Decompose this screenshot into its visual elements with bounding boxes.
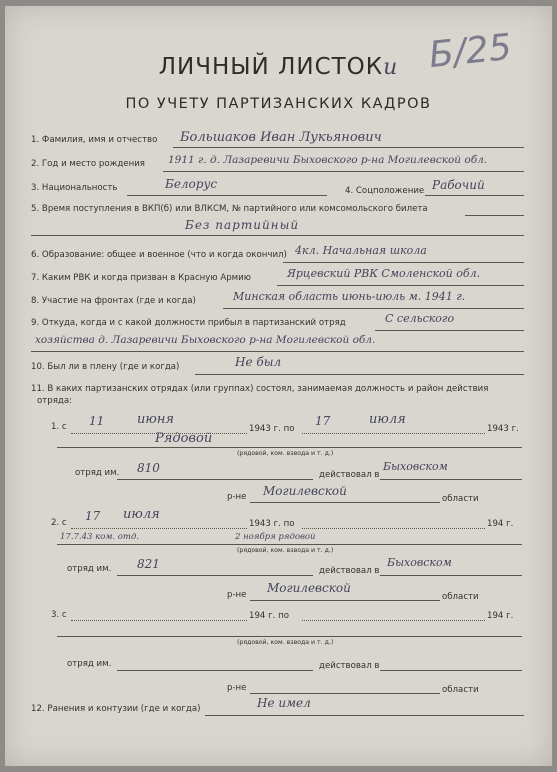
corner-handwritten-mark: Б/25	[427, 26, 514, 77]
field-9-line-a	[375, 330, 524, 331]
field-10-label: 10. Был ли в плену (где и когда)	[31, 362, 180, 372]
form-title-main: ЛИЧНЫЙ ЛИСТОК	[158, 54, 384, 80]
unit-1-num: 1. с	[51, 422, 67, 432]
unit-1-position-line	[57, 447, 522, 448]
unit-1-from-month: июня	[137, 412, 174, 427]
field-2-label: 2. Год и место рождения	[31, 159, 145, 169]
unit-2-otryad-value: 821	[137, 557, 160, 571]
unit-3-num: 3. с	[51, 610, 67, 620]
unit-1-otryad-value: 810	[137, 461, 160, 475]
unit-1-to-month: июля	[369, 412, 406, 427]
field-5-label: 5. Время поступления в ВКП(б) или ВЛКСМ, № партийного или комсомольского билета	[31, 204, 428, 214]
unit-1-rne-label: р-не	[227, 492, 247, 502]
unit-2-from-month: июля	[123, 507, 160, 522]
unit-1-year2: 1943 г.	[487, 424, 519, 434]
unit-2-otryad-label: отряд им.	[67, 564, 112, 574]
unit-1-otryad-line	[117, 479, 313, 480]
unit-1-acted-line	[380, 479, 522, 480]
unit-1-caption: (рядовой, ком. взвода и т. д.)	[237, 450, 334, 457]
field-4-line	[425, 195, 524, 196]
form-title	[5, 54, 552, 80]
unit-2-caption: (рядовой, ком. взвода и т. д.)	[237, 547, 334, 554]
unit-1-to-day: 17	[315, 414, 331, 428]
unit-3-acted-label: действовал в	[319, 661, 380, 671]
unit-1-oblast-label: области	[442, 494, 479, 504]
unit-1-from-day: 11	[89, 414, 105, 428]
unit-2-position-note-2: 2 ноября рядовой	[235, 532, 316, 542]
field-12-value: Не имел	[257, 696, 311, 710]
unit-3-rne-label: р-не	[227, 683, 247, 693]
field-6-value: 4кл. Начальная школа	[295, 244, 427, 257]
unit-1-acted-value: Быховском	[383, 460, 448, 473]
unit-3-rne-line	[250, 693, 440, 694]
unit-3-to-line	[302, 620, 485, 621]
unit-2-acted-value: Быховском	[387, 556, 452, 569]
unit-2-from-day: 17	[85, 509, 101, 523]
field-1-value: Большаков Иван Лукьянович	[180, 130, 382, 145]
field-9-label: 9. Откуда, когда и с какой должности прибыл в партизанский отряд	[31, 318, 346, 328]
field-11-label-cont: отряда:	[37, 396, 72, 406]
field-7-label: 7. Каким РВК и когда призван в Красную Армию	[31, 273, 251, 283]
unit-1-rne-value: Могилевской	[263, 484, 347, 498]
field-8-value: Минская область июнь-июль м. 1941 г.	[233, 290, 466, 303]
field-12-line	[205, 715, 524, 716]
unit-3-otryad-line	[117, 670, 313, 671]
unit-2-from-line	[71, 528, 247, 529]
field-5-line-b	[31, 235, 524, 236]
unit-3-year2: 194 г.	[487, 611, 514, 621]
unit-2-rne-value: Могилевской	[267, 581, 351, 595]
field-8-line	[223, 308, 524, 309]
unit-2-acted-label: действовал в	[319, 566, 380, 576]
unit-3-year1: 194 г. по	[249, 611, 289, 621]
unit-3-acted-line	[380, 670, 522, 671]
unit-1-to-line	[302, 433, 485, 434]
field-1-label: 1. Фамилия, имя и отчество	[31, 135, 158, 145]
unit-3-from-line	[71, 620, 247, 621]
field-2-value: 1911 г. д. Лазаревичи Быховского р-на Могилевской обл.	[168, 154, 488, 166]
unit-2-oblast-label: области	[442, 592, 479, 602]
unit-1-acted-label: действовал в	[319, 470, 380, 480]
unit-2-year1: 1943 г. по	[249, 519, 295, 529]
unit-1-position: Рядовой	[155, 431, 213, 446]
document-page	[5, 6, 552, 766]
field-9-line-b	[31, 351, 524, 352]
unit-3-oblast-label: области	[442, 685, 479, 695]
field-6-label: 6. Образование: общее и военное (что и когда окончил)	[31, 250, 287, 260]
field-9-value-2: хозяйства д. Лазаревичи Быховского р-на Могилевской обл.	[35, 334, 376, 346]
unit-2-otryad-line	[117, 575, 313, 576]
unit-3-otryad-label: отряд им.	[67, 659, 112, 669]
unit-1-otryad-label: отряд им.	[75, 468, 120, 478]
unit-1-rne-line	[250, 502, 440, 503]
field-1-line	[173, 147, 524, 148]
field-3-line	[127, 195, 327, 196]
form-title-handwritten-suffix: и	[383, 55, 399, 80]
field-6-line	[283, 262, 524, 263]
field-9-value-1: С сельского	[385, 312, 455, 325]
field-4-value: Рабочий	[432, 178, 485, 192]
unit-2-year2: 194 г.	[487, 519, 514, 529]
unit-2-to-line	[302, 528, 485, 529]
field-7-line	[277, 285, 524, 286]
unit-1-year1: 1943 г. по	[249, 424, 295, 434]
field-5-line-a	[465, 215, 524, 216]
field-5-value: Без партийный	[185, 218, 300, 232]
field-10-value: Не был	[235, 355, 282, 369]
unit-2-position-note: 17.7.43 ком. отд.	[60, 532, 140, 542]
form-subtitle: ПО УЧЕТУ ПАРТИЗАНСКИХ КАДРОВ	[125, 96, 432, 112]
field-8-label: 8. Участие на фронтах (где и когда)	[31, 296, 196, 306]
unit-2-rne-line	[250, 600, 440, 601]
field-7-value: Ярцевский РВК Смоленской обл.	[287, 267, 481, 280]
unit-2-acted-line	[380, 575, 522, 576]
field-12-label: 12. Ранения и контузии (где и когда)	[31, 704, 201, 714]
unit-3-position-line	[57, 636, 522, 637]
field-2-line	[163, 171, 524, 172]
field-10-line	[195, 374, 524, 375]
field-11-label: 11. В каких партизанских отрядах (или группах) состоял, занимаемая должность и район действия	[31, 384, 489, 394]
field-4-label: 4. Соцположение	[345, 186, 425, 196]
unit-2-rne-label: р-не	[227, 590, 247, 600]
field-3-value: Белорус	[165, 177, 218, 191]
field-3-label: 3. Национальность	[31, 183, 118, 193]
unit-2-num: 2. с	[51, 518, 67, 528]
unit-3-caption: (рядовой, ком. взвода и т. д.)	[237, 639, 334, 646]
unit-2-position-line	[57, 544, 522, 545]
